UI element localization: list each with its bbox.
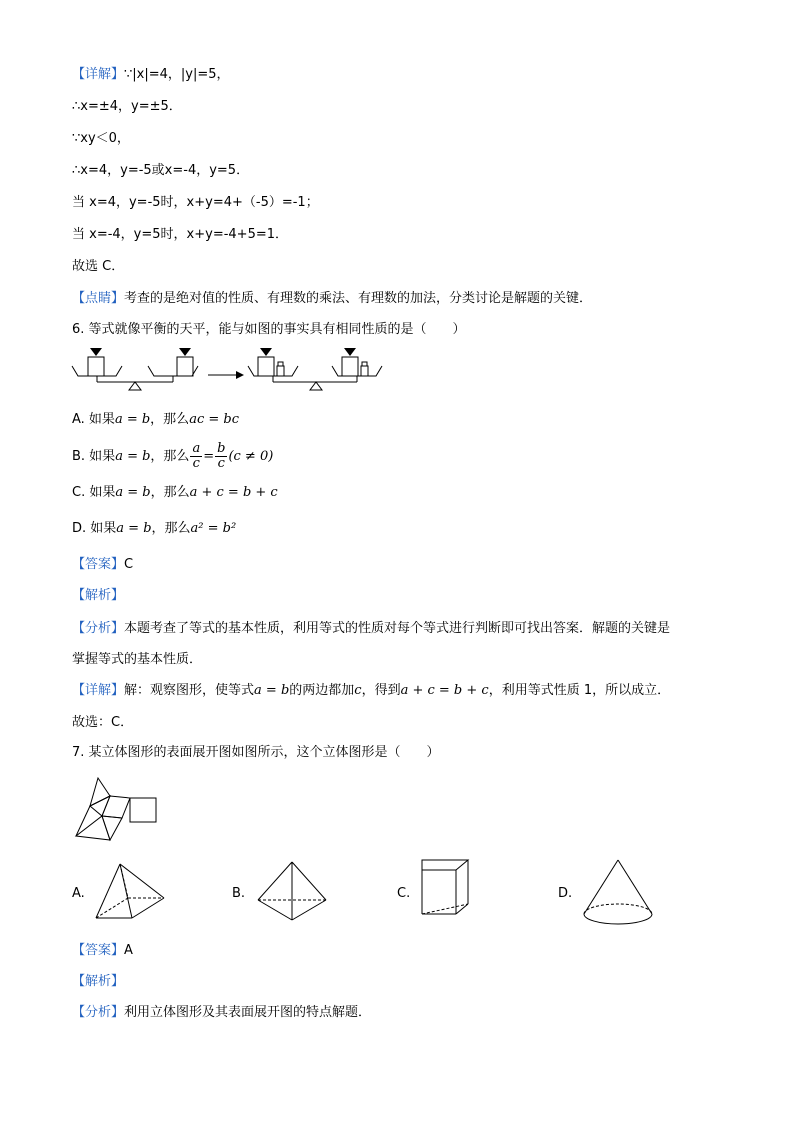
option-d-result: a² = b²: [190, 521, 237, 536]
option-a-prefix: A. 如果: [72, 412, 115, 427]
fenxi-text: 利用立体图形及其表面展开图的特点解题．: [124, 1005, 372, 1020]
pyramid-square-base-icon: [92, 862, 168, 920]
answer-tag: 【答案】: [72, 557, 125, 572]
detail-tag: 【详解】: [72, 67, 125, 82]
q6-fenxi-line2: 掌握等式的基本性质．: [72, 652, 203, 667]
detail-tag: 【详解】: [72, 683, 125, 698]
tetrahedron-icon: [254, 860, 330, 922]
fraction-numerator: a: [192, 441, 201, 456]
option-b-condition: a = b: [115, 449, 151, 464]
detail-variable: c: [354, 683, 362, 698]
fraction-denominator: c: [217, 456, 225, 471]
option-c-result: a + c = b + c: [189, 485, 278, 500]
net-diagram-figure: [72, 776, 162, 842]
detail-equation: a = b: [254, 683, 290, 698]
detail-text: 的两边都加: [289, 683, 355, 698]
q7-answer: [72, 942, 133, 960]
q5-detail-line3: ∵xy＜0，: [72, 131, 130, 146]
q7-option-c-label: C.: [397, 886, 411, 901]
cone-icon: [580, 858, 656, 928]
answer-tag: 【答案】: [72, 943, 125, 958]
option-b-condition-note: (c ≠ 0): [228, 449, 274, 464]
q6-option-d: [72, 520, 236, 538]
detail-text: ∵|x|=4，|y|=5，: [124, 67, 230, 82]
fenxi-text: 本题考查了等式的基本性质，利用等式的性质对每个等式进行判断即可找出答案．解题的关键是: [124, 621, 671, 636]
triangular-prism-icon: [418, 856, 474, 918]
q5-detail-line1: [72, 66, 230, 84]
option-d-prefix: D. 如果: [72, 521, 117, 536]
option-c-then: ，那么: [150, 485, 190, 500]
q5-detail-line7: 故选 C．: [72, 259, 125, 274]
q7-option-a-label: A.: [72, 886, 85, 901]
q6-answer: [72, 556, 133, 574]
analysis-tag: 【解析】: [72, 974, 125, 989]
q5-detail-line4: ∴x=4，y=-5或x=-4，y=5．: [72, 163, 250, 178]
q7-option-b-label: B.: [232, 886, 246, 901]
q7-stem: 7. 某立体图形的表面展开图如图所示，这个立体图形是（ ）: [72, 745, 440, 760]
detail-text: ，利用等式性质 1，所以成立．: [488, 683, 671, 698]
option-d-then: ，那么: [151, 521, 191, 536]
q5-detail-line6: 当 x=-4，y=5时，x+y=-4+5=1．: [72, 227, 288, 242]
fraction-b-over-c: [215, 442, 227, 471]
q6-option-c: [72, 484, 278, 502]
option-b-then: ，那么: [150, 449, 190, 464]
equals-sign: =: [203, 449, 215, 464]
fenxi-tag: 【分析】: [72, 621, 125, 636]
detail-equation: a + c = b + c: [400, 683, 489, 698]
q6-stem: 6. 等式就像平衡的天平，能与如图的事实具有相同性质的是（ ）: [72, 322, 466, 337]
fraction-numerator: b: [217, 441, 226, 456]
q5-detail-line2: ∴x=±4，y=±5．: [72, 99, 182, 114]
q6-fenxi-line1: [72, 620, 670, 638]
option-a-then: ，那么: [150, 412, 190, 427]
q5-detail-line5: 当 x=4，y=-5时，x+y=4+（-5）=-1；: [72, 195, 319, 210]
detail-text: 解：观察图形，使等式: [124, 683, 255, 698]
q6-analysis-heading: [72, 587, 124, 605]
option-d-condition: a = b: [116, 521, 152, 536]
option-a-result: ac = bc: [189, 412, 239, 427]
q7-analysis-heading: [72, 973, 124, 991]
option-a-condition: a = b: [114, 412, 151, 427]
analysis-tag: 【解析】: [72, 588, 125, 603]
q6-option-b: [72, 442, 273, 472]
fraction-a-over-c: [190, 442, 202, 471]
balance-scale-figure: [68, 344, 388, 400]
q6-detail: [72, 682, 670, 700]
answer-value: A: [124, 943, 133, 958]
q7-fenxi: [72, 1004, 371, 1022]
answer-value: C: [124, 557, 134, 572]
q6-option-a: [72, 411, 239, 429]
fraction-denominator: c: [192, 456, 200, 471]
detail-text: ，得到: [361, 683, 401, 698]
q6-conclusion: 故选：C．: [72, 715, 134, 730]
q5-comment: [72, 290, 592, 308]
comment-tag: 【点睛】: [72, 291, 125, 306]
option-c-prefix: C. 如果: [72, 485, 116, 500]
option-c-condition: a = b: [115, 485, 151, 500]
q7-option-d-label: D.: [558, 886, 573, 901]
comment-text: 考查的是绝对值的性质、有理数的乘法、有理数的加法，分类讨论是解题的关键．: [124, 291, 593, 306]
option-b-prefix: B. 如果: [72, 449, 116, 464]
fenxi-tag: 【分析】: [72, 1005, 125, 1020]
